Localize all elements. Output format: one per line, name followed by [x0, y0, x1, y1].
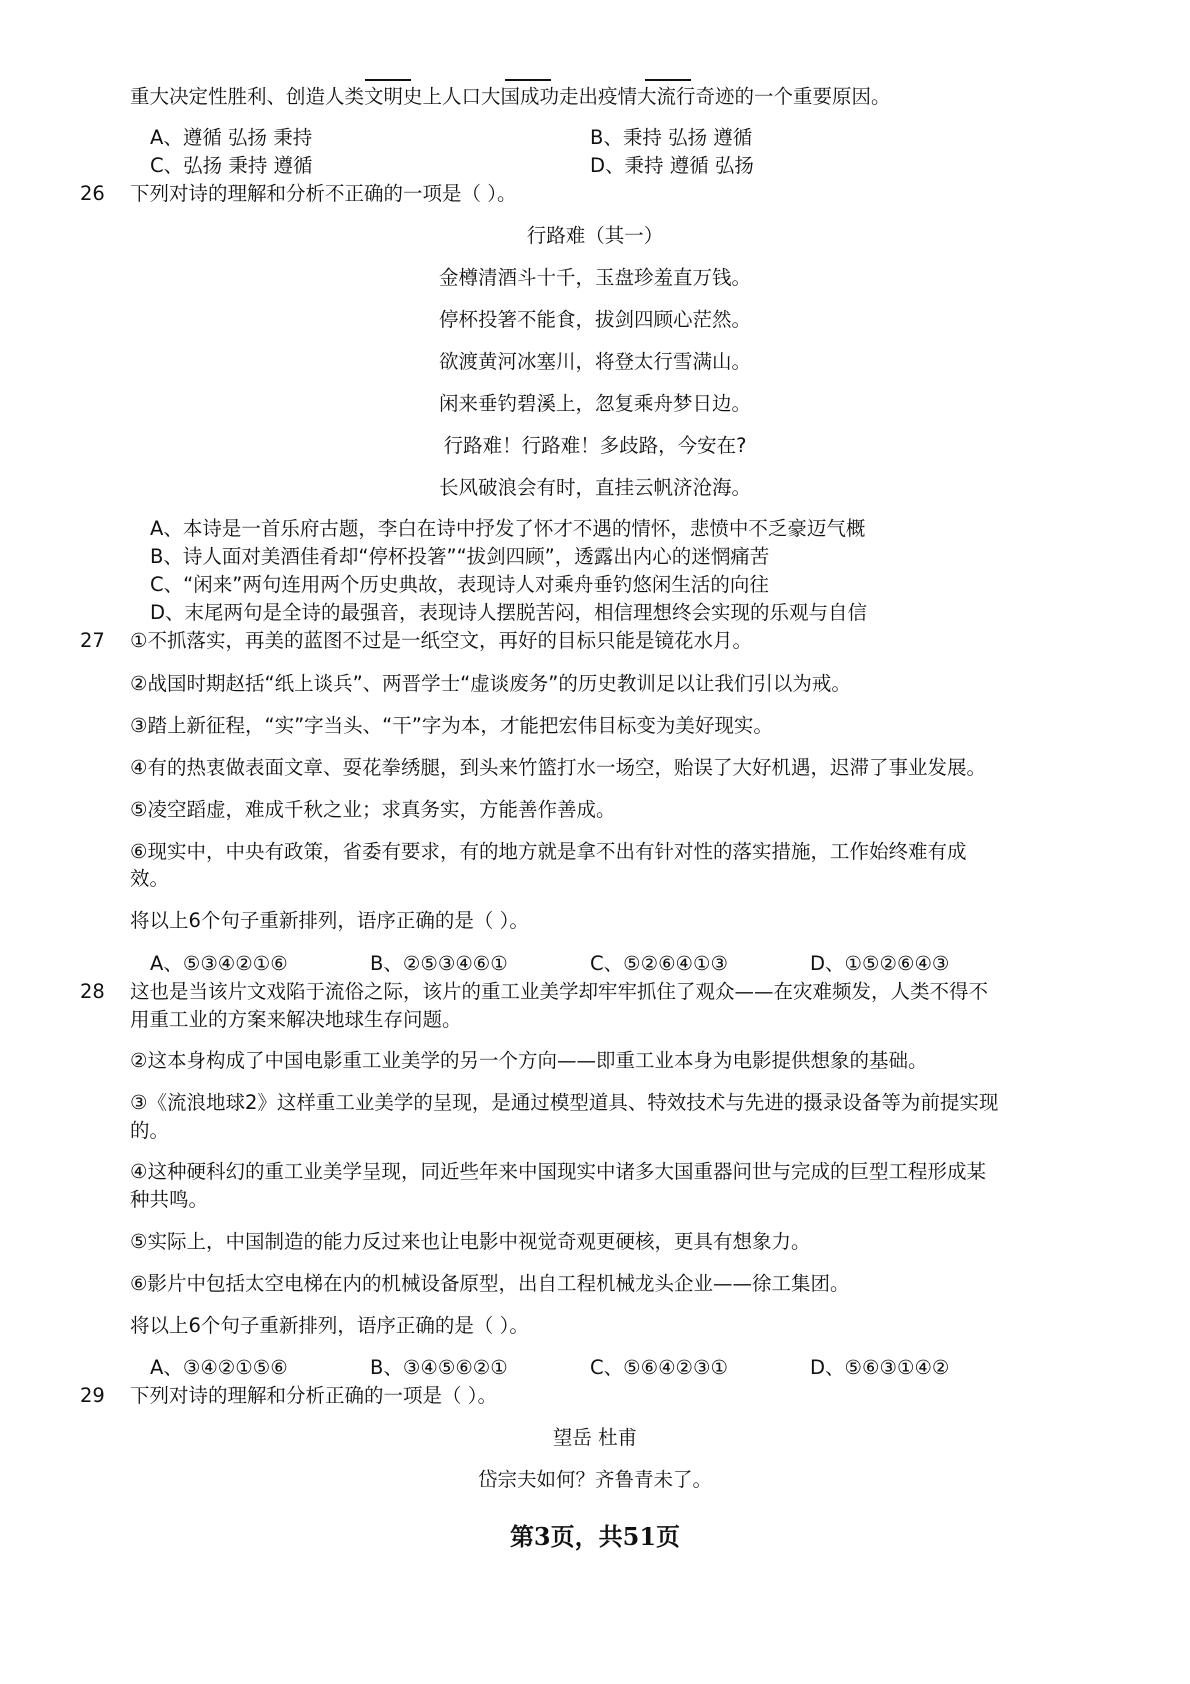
q26-option-a: A、本诗是一首乐府古题，李白在诗中抒发了怀才不遇的情怀，悲愤中不乏豪迈气概 — [150, 517, 866, 540]
q26-poem-title: 行路难（其一） — [526, 224, 664, 247]
q26-stem: 下列对诗的理解和分析不正确的一项是（ ）。 — [130, 182, 517, 205]
fill-blank-1 — [365, 79, 411, 81]
q28-sentence-6: ⑥影片中包括太空电梯在内的机械设备原型，出自工程机械龙头企业——徐工集团。 — [130, 1272, 850, 1295]
q25-option-a: A、遵循 弘扬 秉持 — [150, 126, 313, 149]
q28-sentence-3-cont: 的。 — [130, 1119, 170, 1142]
q26-option-b: B、诗人面对美酒佳肴却“停杯投箸”“拔剑四顾”，透露出内心的迷惘痛苦 — [150, 545, 770, 568]
q26-poem-line-6: 长风破浪会有时，直挂云帆济沧海。 — [438, 476, 751, 499]
q26-option-c: C、“闲来”两句连用两个历史典故，表现诗人对乘舟垂钓悠闲生活的向往 — [150, 573, 769, 596]
q28-option-a: A、③④②①⑤⑥ — [150, 1356, 288, 1379]
page-footer: 第3页，共51页 — [509, 1522, 681, 1551]
q25-stem-tail: 重大决定性胜利、创造人类文明史上人口大国成功走出疫情大流行奇迹的一个重要原因。 — [130, 85, 891, 108]
q27-sentence-1: ①不抓落实，再美的蓝图不过是一纸空文，再好的目标只能是镜花水月。 — [130, 629, 752, 652]
q28-number: 28 — [80, 980, 105, 1003]
q28-option-b: B、③④⑤⑥②① — [370, 1356, 508, 1379]
q28-sentence-4-cont: 种共鸣。 — [130, 1188, 209, 1211]
q27-option-c: C、⑤②⑥④①③ — [590, 952, 729, 975]
q28-sentence-2: ②这本身构成了中国电影重工业美学的另一个方向——即重工业本身为电影提供想象的基础。 — [130, 1049, 928, 1072]
q25-option-b: B、秉持 弘扬 遵循 — [590, 126, 753, 149]
q28-sentence-4: ④这种硬科幻的重工业美学呈现，同近些年来中国现实中诸多大国重器问世与完成的巨型工程形成某 — [130, 1160, 986, 1183]
q27-option-a: A、⑤③④②①⑥ — [150, 952, 288, 975]
q28-sentence-3: ③《流浪地球2》这样重工业美学的呈现，是通过模型道具、特效技术与先进的摄录设备等为前提实现 — [130, 1091, 999, 1114]
q26-option-d: D、末尾两句是全诗的最强音，表现诗人摆脱苦闷，相信理想终会实现的乐观与自信 — [150, 601, 868, 624]
q29-number: 29 — [80, 1384, 105, 1407]
q27-sentence-6-cont: 效。 — [130, 867, 170, 890]
q26-poem-line-1: 金樽清酒斗十千，玉盘珍羞直万钱。 — [438, 266, 751, 289]
q26-poem-line-5: 行路难！行路难！多歧路，今安在? — [443, 434, 747, 457]
q29-poem-line-1: 岱宗夫如何？齐鲁青未了。 — [477, 1468, 712, 1491]
q27-prompt: 将以上6个句子重新排列，语序正确的是（ ）。 — [130, 909, 529, 932]
q28-sentence-5: ⑤实际上，中国制造的能力反过来也让电影中视觉奇观更硬核，更具有想象力。 — [130, 1230, 811, 1253]
q25-option-d: D、秉持 遵循 弘扬 — [590, 154, 754, 177]
q26-poem-line-3: 欲渡黄河冰塞川，将登太行雪满山。 — [438, 350, 751, 373]
q28-prompt: 将以上6个句子重新排列，语序正确的是（ ）。 — [130, 1314, 529, 1337]
q29-stem: 下列对诗的理解和分析正确的一项是（ ）。 — [130, 1384, 497, 1407]
q28-option-c: C、⑤⑥④②③① — [590, 1356, 729, 1379]
fill-blank-2 — [505, 79, 551, 81]
q27-sentence-6: ⑥现实中，中央有政策，省委有要求，有的地方就是拿不出有针对性的落实措施，工作始终难有成 — [130, 840, 967, 863]
q28-sentence-1: 这也是当该片文戏陷于流俗之际，该片的重工业美学却牢牢抓住了观众——在灾难频发，人类不得不 — [130, 980, 989, 1003]
q26-number: 26 — [80, 182, 105, 205]
q27-option-d: D、①⑤②⑥④③ — [810, 952, 950, 975]
fill-blank-3 — [645, 79, 691, 81]
q27-number: 27 — [80, 629, 105, 652]
q25-option-c: C、弘扬 秉持 遵循 — [150, 154, 313, 177]
q29-poem-title: 望岳 杜甫 — [552, 1426, 638, 1449]
q26-poem-line-2: 停杯投箸不能食，拔剑四顾心茫然。 — [438, 308, 751, 331]
q28-sentence-1-cont: 用重工业的方案来解决地球生存问题。 — [130, 1008, 462, 1031]
q26-poem-line-4: 闲来垂钓碧溪上，忽复乘舟梦日边。 — [438, 392, 751, 415]
q27-sentence-2: ②战国时期赵括“纸上谈兵”、两晋学士“虚谈废务”的历史教训足以让我们引以为戒。 — [130, 672, 851, 695]
q27-sentence-3: ③踏上新征程，“实”字当头、“干”字为本，才能把宏伟目标变为美好现实。 — [130, 714, 773, 737]
q27-sentence-4: ④有的热衷做表面文章、耍花拳绣腿，到头来竹篮打水一场空，贻误了大好机遇，迟滞了事业发展。 — [130, 756, 986, 779]
q27-sentence-5: ⑤凌空蹈虚，难成千秋之业；求真务实，方能善作善成。 — [130, 798, 616, 821]
q27-option-b: B、②⑤③④⑥① — [370, 952, 508, 975]
q28-option-d: D、⑤⑥③①④② — [810, 1356, 950, 1379]
